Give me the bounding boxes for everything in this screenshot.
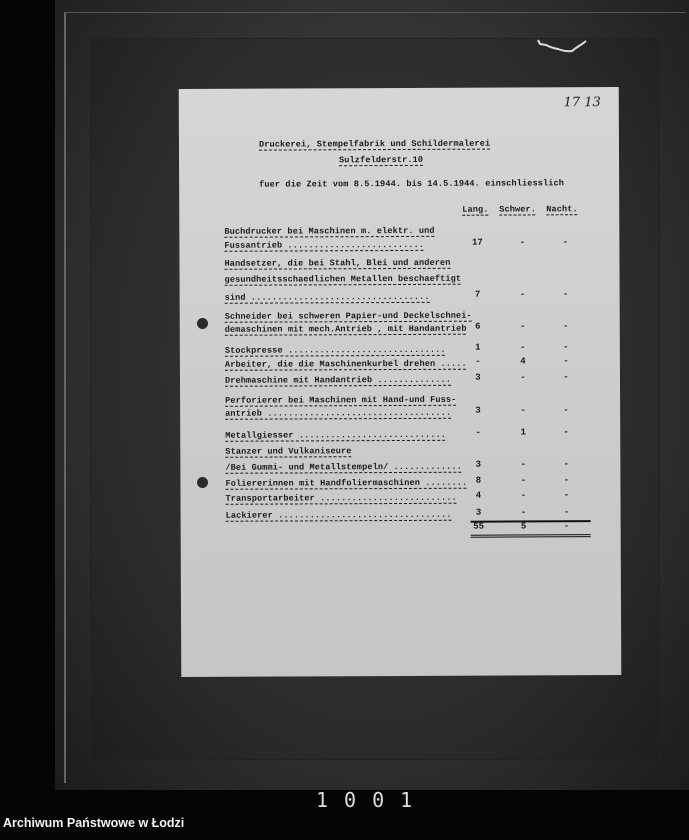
document-title: Druckerei, Stempelfabrik und Schildermalerei <box>258 138 491 150</box>
line-label: Stanzer und Vulkaniseure <box>225 446 352 457</box>
total-schwer: 5 <box>520 521 527 532</box>
value-schwer: - <box>520 342 526 353</box>
value-lang: 4 <box>475 490 482 501</box>
line-label: Handsetzer, die bei Stahl, Blei und anderen <box>224 257 451 269</box>
line-label: sind .................................. <box>224 291 430 303</box>
value-nacht: - <box>563 507 570 518</box>
line-label: /Bei Gummi- und Metallstempeln/ ............. <box>225 461 462 473</box>
value-nacht: - <box>563 405 569 416</box>
value-schwer: - <box>520 459 527 470</box>
document-address: Sulzfelderstr.10 <box>339 154 424 166</box>
total-lang: 55 <box>473 521 485 532</box>
value-schwer: - <box>519 237 526 248</box>
value-lang: 17 <box>471 237 483 248</box>
value-schwer: - <box>520 372 526 383</box>
column-header-schwer: Schwer. <box>499 204 537 215</box>
value-lang: 7 <box>474 289 481 300</box>
value-lang: 1 <box>475 342 481 353</box>
value-schwer: - <box>520 405 526 416</box>
column-header-nacht: Nacht. <box>546 204 578 215</box>
frame-counter: 1001 <box>316 788 429 812</box>
value-lang: - <box>475 427 481 438</box>
double-rule <box>471 534 591 538</box>
column-header-lang: Lang. <box>462 204 489 215</box>
value-lang: 8 <box>475 475 482 486</box>
folio-number: 17 13 <box>563 95 601 111</box>
line-label: Lackierer ................................. <box>225 509 452 521</box>
value-nacht: - <box>563 427 569 438</box>
line-label: Stockpresse .............................. <box>224 344 446 356</box>
value-schwer: 4 <box>520 356 526 367</box>
value-lang: 3 <box>475 459 482 470</box>
line-label: Arbeiter, die die Maschinenkurbel drehen ..... <box>224 358 467 370</box>
value-nacht: - <box>563 490 570 501</box>
value-lang: 3 <box>475 507 482 518</box>
punch-hole <box>197 477 208 488</box>
line-label: Drehmaschine mit Handantrieb .............. <box>224 374 452 386</box>
value-nacht: - <box>563 475 570 486</box>
line-label: Transportarbeiter .......................... <box>225 492 457 504</box>
value-lang: 3 <box>475 405 481 416</box>
value-nacht: - <box>563 321 569 332</box>
line-label: demaschinen mit mech.Antrieb , mit Handantrieb <box>224 323 467 335</box>
line-label: Foliererinnen mit Handfoliermaschinen ........ <box>225 477 468 489</box>
value-lang: 3 <box>475 372 481 383</box>
value-schwer: - <box>519 289 526 300</box>
total-nacht: - <box>563 521 570 532</box>
value-lang: - <box>475 356 481 367</box>
line-label: Perforierer bei Maschinen mit Hand-und Fuss- <box>225 394 457 406</box>
value-schwer: 1 <box>520 427 526 438</box>
value-schwer: - <box>520 475 527 486</box>
line-label: Metallgiesser ............................ <box>225 429 447 441</box>
value-nacht: - <box>562 289 569 300</box>
value-nacht: - <box>562 237 569 248</box>
line-label: Schneider bei schweren Papier-und Deckelschnei- <box>224 310 472 322</box>
document-page <box>179 87 622 677</box>
value-schwer: - <box>520 507 527 518</box>
value-lang: 6 <box>475 321 481 332</box>
archive-name: Archiwum Państwowe w Łodzi <box>3 816 185 830</box>
value-nacht: - <box>563 356 569 367</box>
line-label: Buchdrucker bei Maschinen m. elektr. und <box>224 225 435 237</box>
value-nacht: - <box>563 459 570 470</box>
line-label: antrieb ................................... <box>225 407 452 419</box>
value-nacht: - <box>563 342 569 353</box>
line-label: Fussantrieb .......................... <box>224 239 425 251</box>
value-nacht: - <box>563 372 569 383</box>
value-schwer: - <box>520 490 527 501</box>
punch-hole <box>197 318 208 329</box>
handwritten-scribble <box>536 38 594 56</box>
line-label: gesundheitsschaedlichen Metallen beschaeftigt <box>224 273 462 285</box>
value-schwer: - <box>520 321 526 332</box>
document-period: fuer die Zeit vom 8.5.1944. bis 14.5.1944. einschliesslich <box>259 178 565 190</box>
